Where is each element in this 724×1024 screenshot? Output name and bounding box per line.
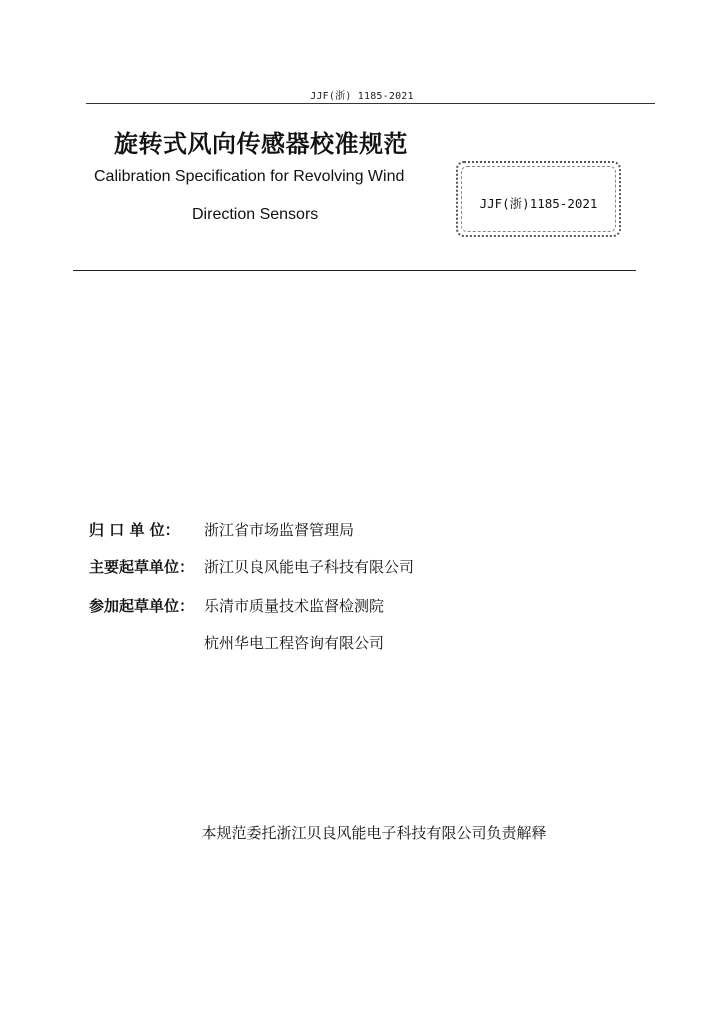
document-title-english-line1: Calibration Specification for Revolving Wind bbox=[94, 168, 405, 185]
responsible-unit-label: 归 口 单 位： bbox=[89, 521, 180, 539]
main-drafter-value: 浙江贝良风能电子科技有限公司 bbox=[204, 558, 415, 576]
header-standard-code: JJF(浙) 1185-2021 bbox=[310, 91, 414, 102]
main-drafter-row bbox=[89, 556, 414, 577]
responsible-unit-value: 浙江省市场监督管理局 bbox=[204, 521, 355, 539]
document-title-english-line2: Direction Sensors bbox=[192, 206, 319, 223]
standard-code-box bbox=[456, 161, 621, 237]
participating-drafter-row bbox=[89, 595, 384, 616]
document-title-chinese: 旋转式风向传感器校准规范 bbox=[114, 130, 408, 158]
participating-drafter-value-1: 乐清市质量技术监督检测院 bbox=[204, 597, 385, 615]
main-drafter-label: 主要起草单位： bbox=[89, 558, 195, 576]
header-divider bbox=[86, 103, 655, 104]
responsible-unit-row bbox=[89, 519, 354, 540]
participating-drafter-row-2 bbox=[204, 632, 384, 653]
participating-drafter-label: 参加起草单位： bbox=[89, 597, 195, 615]
interpretation-note: 本规范委托浙江贝良风能电子科技有限公司负责解释 bbox=[201, 824, 547, 842]
participating-drafter-value-2: 杭州华电工程咨询有限公司 bbox=[204, 634, 385, 652]
standard-code-box-text: JJF(浙)1185-2021 bbox=[479, 196, 598, 211]
title-divider bbox=[73, 270, 636, 271]
